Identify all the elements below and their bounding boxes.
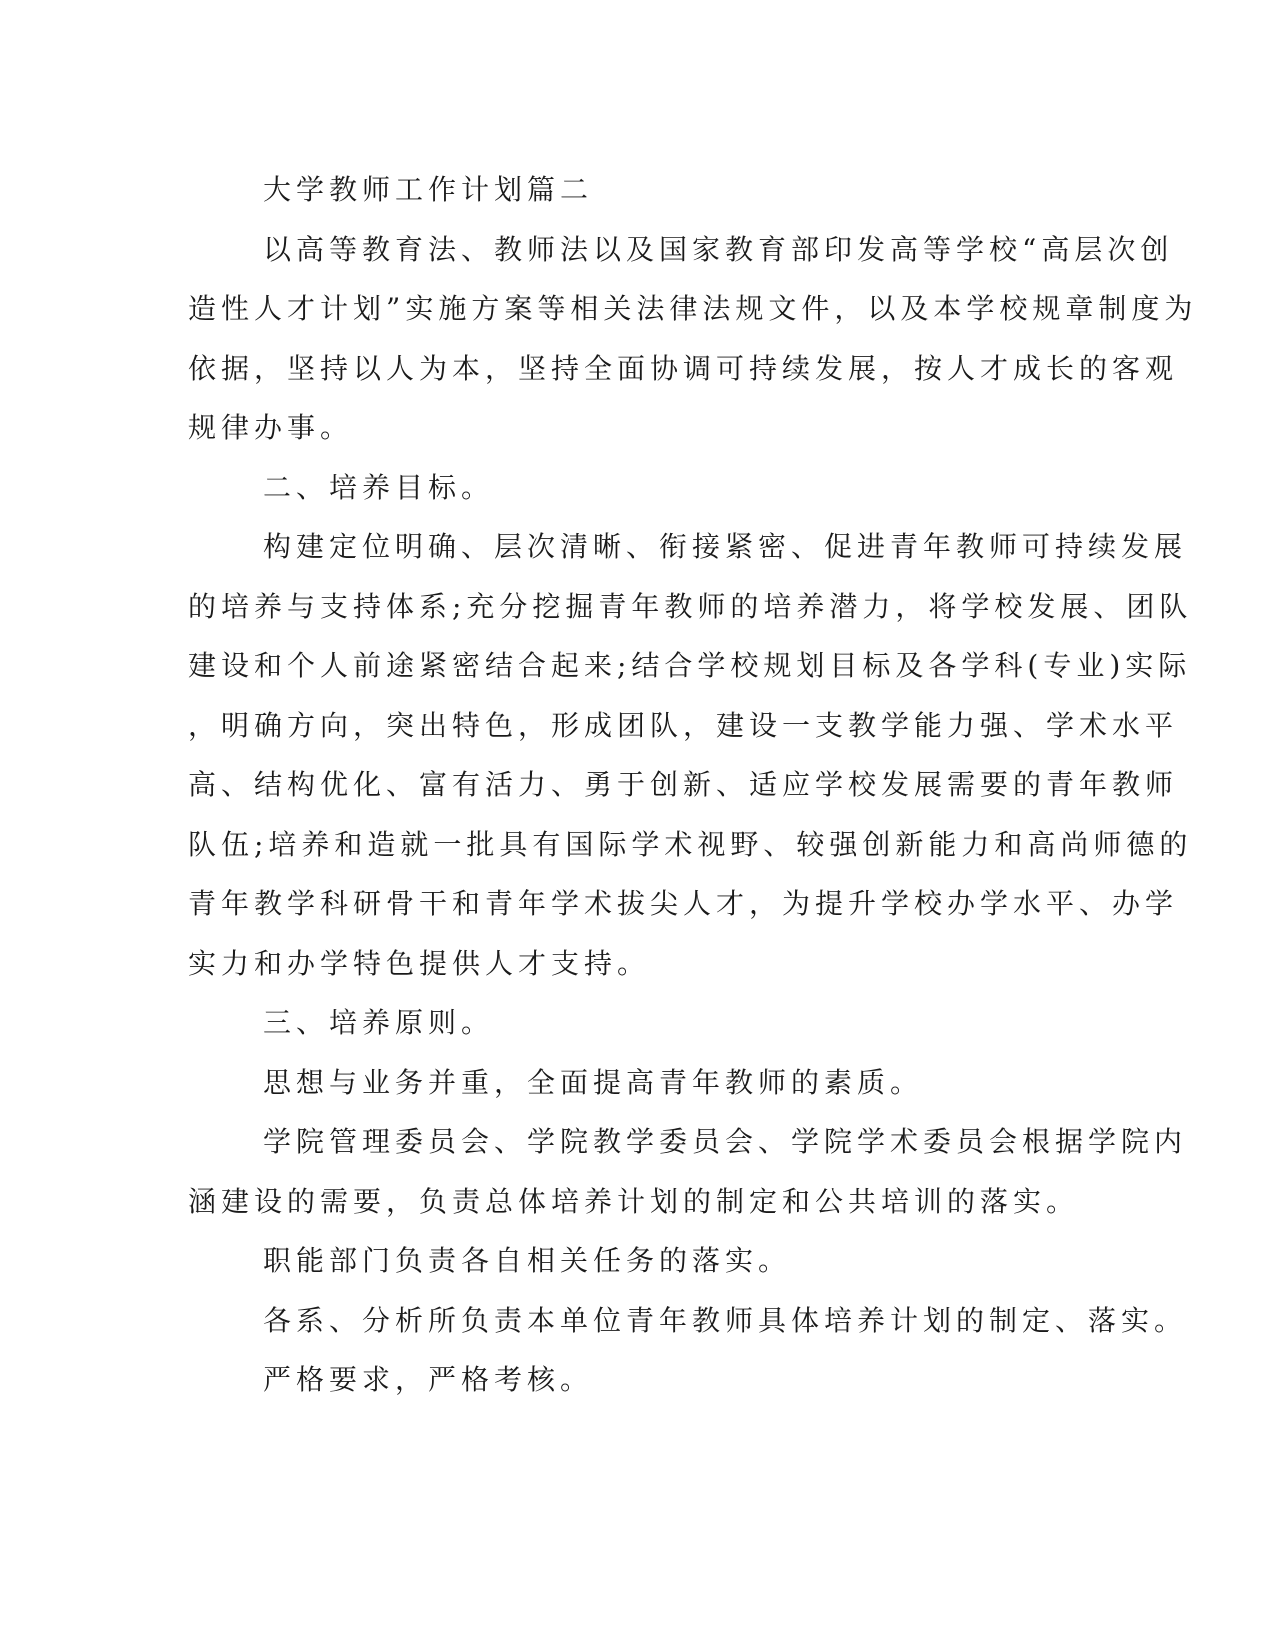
paragraph-line: 构建定位明确、层次清晰、衔接紧密、促进青年教师可持续发展	[263, 530, 1188, 563]
title-line: 大学教师工作计划篇二	[263, 173, 594, 206]
paragraph-line: 二、培养目标。	[263, 470, 495, 504]
paragraph-line: 依据，坚持以人为本，坚持全面协调可持续发展，按人才成长的客观	[188, 351, 1179, 385]
paragraph-line: 造性人才计划”实施方案等相关法律法规文件，以及本学校规章制度为	[188, 292, 1198, 325]
paragraph-line: 涵建设的需要，负责总体培养计划的制定和公共培训的落实。	[188, 1184, 1080, 1218]
paragraph-line: 规律办事。	[188, 411, 354, 444]
paragraph-line: 建设和个人前途紧密结合起来;结合学校规划目标及各学科(专业)实际	[188, 649, 1192, 682]
paragraph-line: 职能部门负责各自相关任务的落实。	[263, 1244, 792, 1277]
paragraph-line: 以高等教育法、教师法以及国家教育部印发高等学校“高层次创	[263, 232, 1174, 266]
paragraph	[188, 458, 1088, 518]
paragraph	[188, 517, 1193, 993]
paragraph-line: 严格要求，严格考核。	[263, 1363, 594, 1396]
paragraph-line: 的培养与支持体系;充分挖掘青年教师的培养潜力，将学校发展、团队	[188, 589, 1193, 623]
paragraph-line: 思想与业务并重，全面提高青年教师的素质。	[263, 1065, 924, 1099]
document-title	[188, 160, 1088, 220]
paragraph	[188, 1350, 1088, 1410]
paragraph-line: 各系、分析所负责本单位青年教师具体培养计划的制定、落实。	[263, 1303, 1188, 1337]
paragraph-line: 青年教学科研骨干和青年学术拔尖人才，为提升学校办学水平、办学	[188, 887, 1179, 920]
paragraph	[188, 1231, 1088, 1291]
paragraph-line: 学院管理委员会、学院教学委员会、学院学术委员会根据学院内	[263, 1125, 1188, 1158]
paragraph	[188, 1112, 1188, 1231]
paragraph-line: 高、结构优化、富有活力、勇于创新、适应学校发展需要的青年教师	[188, 768, 1179, 801]
paragraph	[188, 993, 1088, 1053]
paragraph	[188, 220, 1198, 458]
paragraph	[188, 1053, 1088, 1113]
paragraph-line: ，明确方向，突出特色，形成团队，建设一支教学能力强、学术水平	[188, 708, 1179, 742]
paragraph-line: 三、培养原则。	[263, 1006, 495, 1039]
paragraph-list	[188, 220, 1198, 1410]
paragraph	[188, 1291, 1188, 1351]
document-body	[188, 160, 1198, 1410]
paragraph-line: 实力和办学特色提供人才支持。	[188, 946, 651, 980]
paragraph-line: 队伍;培养和造就一批具有国际学术视野、较强创新能力和高尚师德的	[188, 827, 1193, 861]
